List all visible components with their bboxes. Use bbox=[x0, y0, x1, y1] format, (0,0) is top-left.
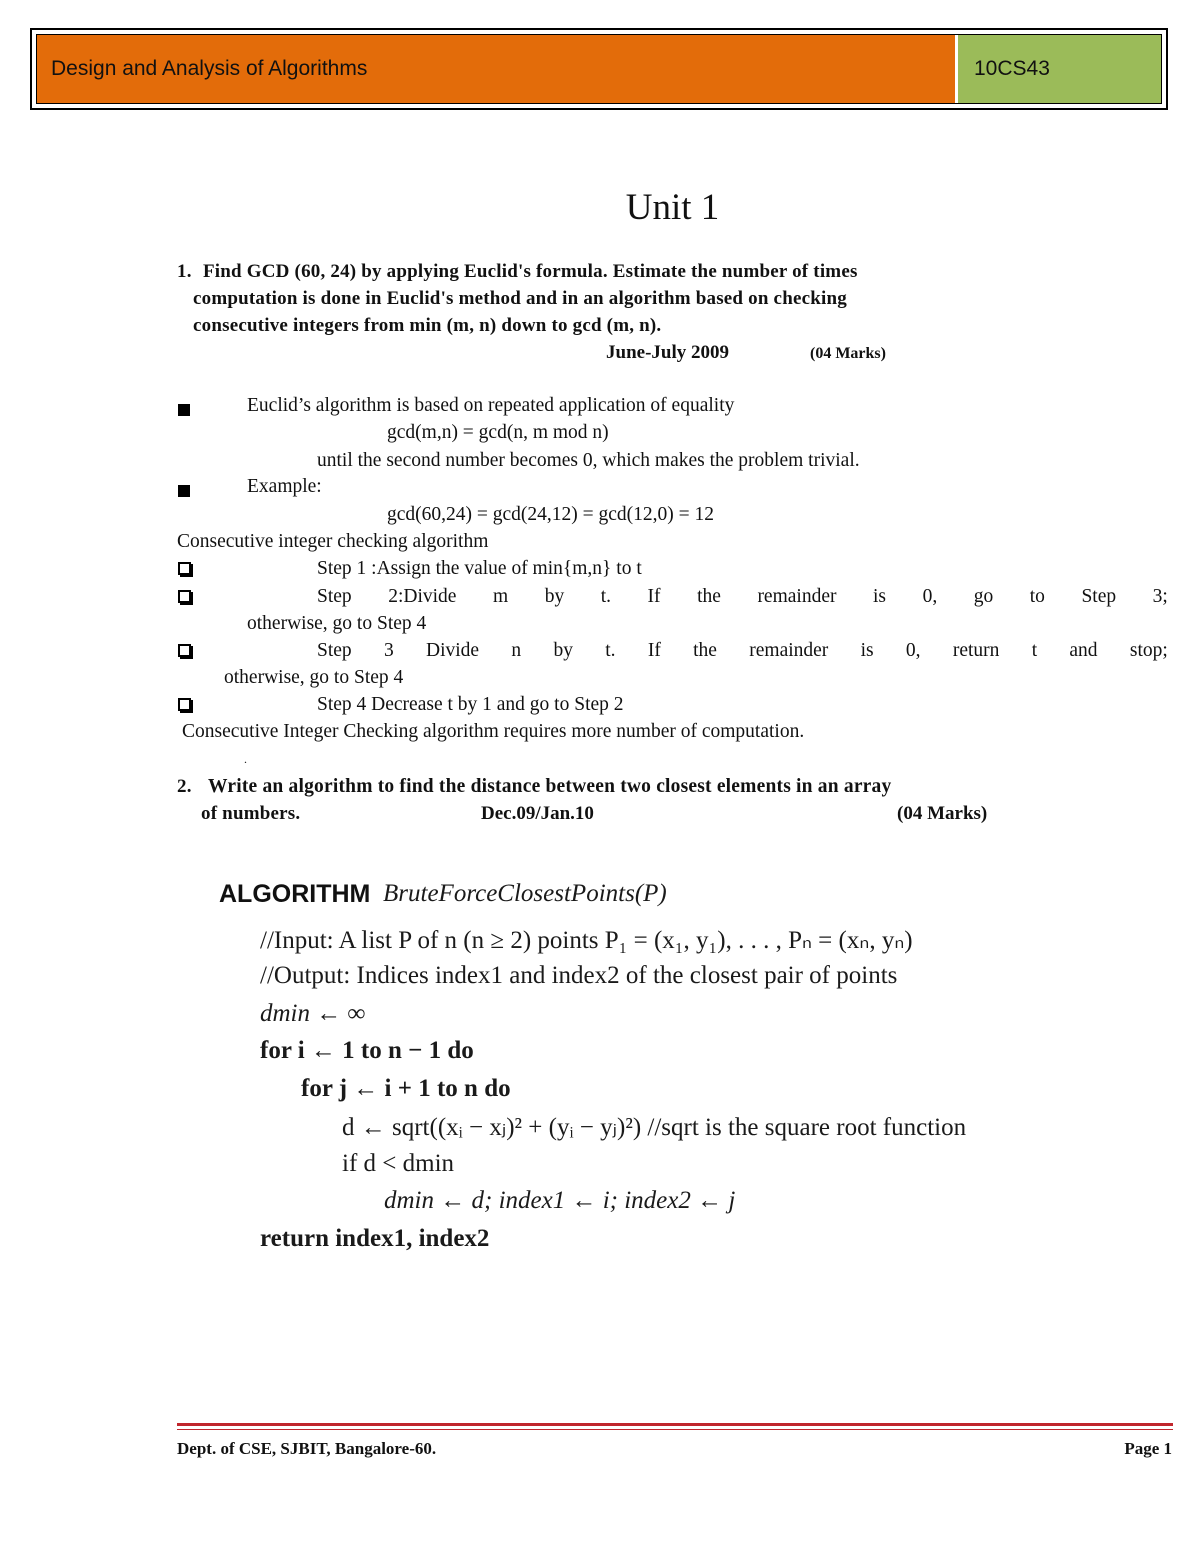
euclid-until: until the second number becomes 0, which makes the problem trivial. bbox=[317, 450, 860, 471]
euclid-intro: Euclid’s algorithm is based on repeated application of equality bbox=[247, 395, 735, 416]
checkbox-bullet-icon bbox=[178, 644, 191, 662]
step3-word: 3 bbox=[383, 640, 394, 661]
step3-word: t. bbox=[605, 640, 616, 661]
step2-word: 2:Divide bbox=[388, 586, 457, 607]
algorithm-for-i: for i ← 1 to n − 1 do bbox=[260, 1037, 474, 1064]
algorithm-for-j: for j ← i + 1 to n do bbox=[301, 1075, 511, 1102]
footer-page-number: Page 1 bbox=[1124, 1439, 1172, 1458]
cic-heading: Consecutive integer checking algorithm bbox=[177, 531, 489, 552]
step3-word: the bbox=[693, 640, 717, 661]
footer-rule bbox=[177, 1423, 1173, 1426]
q2-line1: Write an algorithm to find the distance between two closest elements in an array bbox=[208, 776, 892, 797]
step2-word: t. bbox=[600, 586, 612, 607]
step3-word: remainder bbox=[749, 640, 829, 661]
q1-marks: (04 Marks) bbox=[810, 345, 886, 362]
step3 bbox=[317, 640, 1168, 662]
step3-word: stop; bbox=[1129, 640, 1168, 661]
course-title: Design and Analysis of Algorithms bbox=[37, 35, 955, 103]
step2-word: If bbox=[647, 586, 661, 607]
algorithm-name: BruteForceClosestPoints(P) bbox=[383, 880, 667, 907]
algorithm-input: //Input: A list P of n (n ≥ 2) points P₁ = (x₁, y₁), . . . , Pₙ = (xₙ, yₙ) bbox=[260, 927, 913, 954]
checkbox-bullet-icon bbox=[178, 590, 191, 608]
algorithm-dmin-init: dmin ← ∞ bbox=[260, 1000, 366, 1027]
step3-word: 0, bbox=[905, 640, 921, 661]
algorithm-return: return index1, index2 bbox=[260, 1225, 490, 1252]
algorithm-output: //Output: Indices index1 and index2 of the closest pair of points bbox=[260, 962, 898, 989]
square-bullet-icon bbox=[178, 403, 190, 421]
step1: Step 1 :Assign the value of min{m,n} to t bbox=[317, 558, 642, 579]
step3-word: n bbox=[511, 640, 522, 661]
page-header bbox=[30, 28, 1168, 110]
step3-word: return bbox=[952, 640, 1000, 661]
footer-rule-thin bbox=[177, 1429, 1173, 1430]
stray-dot: . bbox=[244, 752, 247, 766]
algorithm-if: if d < dmin bbox=[342, 1150, 455, 1177]
step3-word: Step bbox=[317, 640, 352, 661]
algorithm-keyword: ALGORITHM bbox=[219, 880, 371, 908]
step3-word: t bbox=[1031, 640, 1038, 661]
step2-word: m bbox=[492, 586, 509, 607]
conclusion: Consecutive Integer Checking algorithm requires more number of computation. bbox=[182, 721, 805, 742]
q1-line3: consecutive integers from min (m, n) down to gcd (m, n). bbox=[193, 315, 662, 336]
q1-line2: computation is done in Euclid's method and in an algorithm based on checking bbox=[193, 288, 847, 309]
unit-title: Unit 1 bbox=[625, 187, 720, 228]
q1-number: 1. bbox=[177, 261, 192, 282]
step3-word: by bbox=[553, 640, 573, 661]
step2-word: to bbox=[1029, 586, 1045, 607]
footer-dept: Dept. of CSE, SJBIT, Bangalore-60. bbox=[177, 1439, 437, 1458]
step2-continuation: otherwise, go to Step 4 bbox=[247, 613, 427, 634]
square-bullet-icon bbox=[178, 484, 190, 502]
algorithm-update: dmin ← d; index1 ← i; index2 ← j bbox=[384, 1187, 736, 1214]
q1-exam: June-July 2009 bbox=[606, 342, 729, 363]
step2-word: Step bbox=[317, 586, 352, 607]
header-band bbox=[36, 34, 1162, 104]
step3-word: and bbox=[1069, 640, 1098, 661]
euclid-equality: gcd(m,n) = gcd(n, m mod n) bbox=[387, 422, 609, 443]
example-label: Example: bbox=[247, 476, 322, 497]
step3-word: If bbox=[647, 640, 661, 661]
q2-number: 2. bbox=[177, 776, 192, 797]
step4: Step 4 Decrease t by 1 and go to Step 2 bbox=[317, 694, 624, 715]
step2-word: Step bbox=[1081, 586, 1117, 607]
step3-continuation: otherwise, go to Step 4 bbox=[224, 667, 404, 688]
q2-line2: of numbers. bbox=[201, 803, 301, 824]
course-code: 10CS43 bbox=[955, 35, 1161, 103]
step2-word: 3; bbox=[1152, 586, 1168, 607]
step2-word: is bbox=[873, 586, 887, 607]
step2-word: remainder bbox=[757, 586, 837, 607]
checkbox-bullet-icon bbox=[178, 698, 191, 716]
step2-word: the bbox=[697, 586, 721, 607]
q2-exam: Dec.09/Jan.10 bbox=[481, 803, 594, 824]
algorithm-distance: d ← sqrt((xᵢ − xⱼ)² + (yᵢ − yⱼ)²) //sqrt is the square root function bbox=[342, 1114, 967, 1141]
step3-word: Divide bbox=[426, 640, 480, 661]
step2-word: by bbox=[544, 586, 565, 607]
checkbox-bullet-icon bbox=[178, 562, 191, 580]
q1-line1: Find GCD (60, 24) by applying Euclid's formula. Estimate the number of times bbox=[203, 261, 858, 282]
step2-word: go bbox=[973, 586, 994, 607]
step2-word: 0, bbox=[922, 586, 938, 607]
step2 bbox=[317, 586, 1168, 608]
example-equation: gcd(60,24) = gcd(24,12) = gcd(12,0) = 12 bbox=[387, 504, 715, 525]
q2-marks: (04 Marks) bbox=[897, 803, 988, 824]
step3-word: is bbox=[860, 640, 874, 661]
